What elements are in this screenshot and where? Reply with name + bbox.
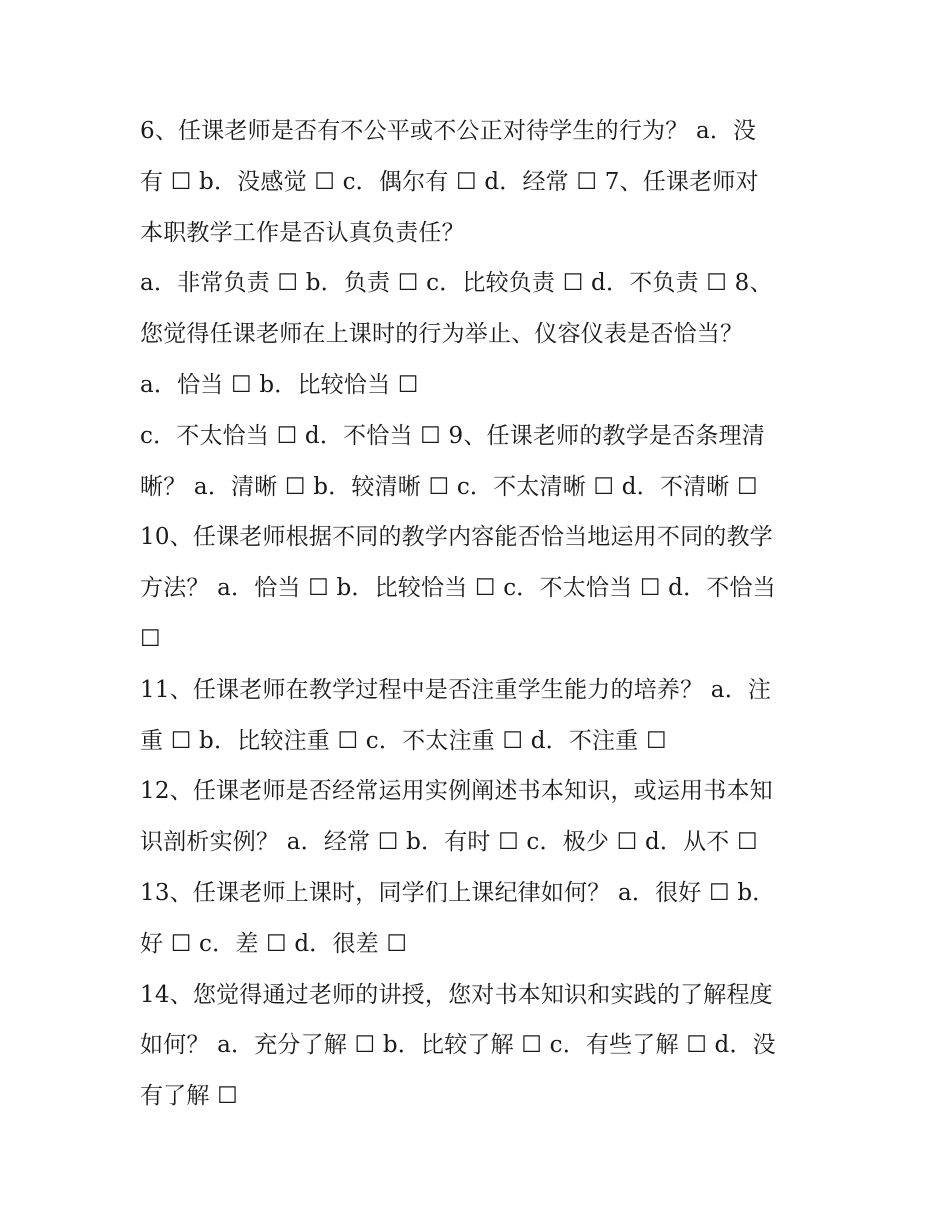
text-line: 好 ☐ c．差 ☐ d．很差 ☐ [140, 930, 408, 957]
text-line: a．恰当 ☐ b．比较恰当 ☐ [140, 371, 419, 398]
text-line: c．不太恰当 ☐ d．不恰当 ☐ 9、任课老师的教学是否条理清 [140, 422, 765, 449]
text-line: 本职教学工作是否认真负责任？ [140, 219, 465, 246]
text-line: 13、任课老师上课时，同学们上课纪律如何？ a．很好 ☐ b． [140, 879, 776, 906]
text-line: 11、任课老师在教学过程中是否注重学生能力的培养？ a．注 [140, 676, 772, 703]
text-line: 如何？ a．充分了解 ☐ b．比较了解 ☐ c．有些了解 ☐ d．没 [140, 1032, 776, 1059]
text-line: 重 ☐ b．比较注重 ☐ c．不太注重 ☐ d．不注重 ☐ [140, 727, 667, 754]
text-line: 6、任课老师是否有不公平或不公正对待学生的行为？ a．没 [140, 118, 757, 144]
text-line: 晰？ a．清晰 ☐ b．较清晰 ☐ c．不太清晰 ☐ d．不清晰 ☐ [140, 473, 758, 500]
text-line: 12、任课老师是否经常运用实例阐述书本知识，或运用书本知 [140, 778, 773, 805]
text-line: 识剖析实例？ a．经常 ☐ b．有时 ☐ c．极少 ☐ d．从不 ☐ [140, 829, 758, 856]
questionnaire-text [140, 106, 830, 1122]
text-line: 14、您觉得通过老师的讲授，您对书本知识和实践的了解程度 [140, 981, 773, 1008]
text-line: a．非常负责 ☐ b．负责 ☐ c．比较负责 ☐ d．不负责 ☐ 8、 [140, 270, 773, 297]
text-line: 10、任课老师根据不同的教学内容能否恰当地运用不同的教学 [140, 524, 773, 551]
text-line: 方法？ a．恰当 ☐ b．比较恰当 ☐ c．不太恰当 ☐ d．不恰当 [140, 575, 776, 602]
text-line: 有了解 ☐ [140, 1083, 238, 1110]
text-line: 您觉得任课老师在上课时的行为举止、仪容仪表是否恰当？ [140, 321, 744, 348]
text-line: 有 ☐ b．没感觉 ☐ c．偶尔有 ☐ d．经常 ☐ 7、任课老师对 [140, 168, 759, 195]
text-line: ☐ [140, 625, 161, 652]
